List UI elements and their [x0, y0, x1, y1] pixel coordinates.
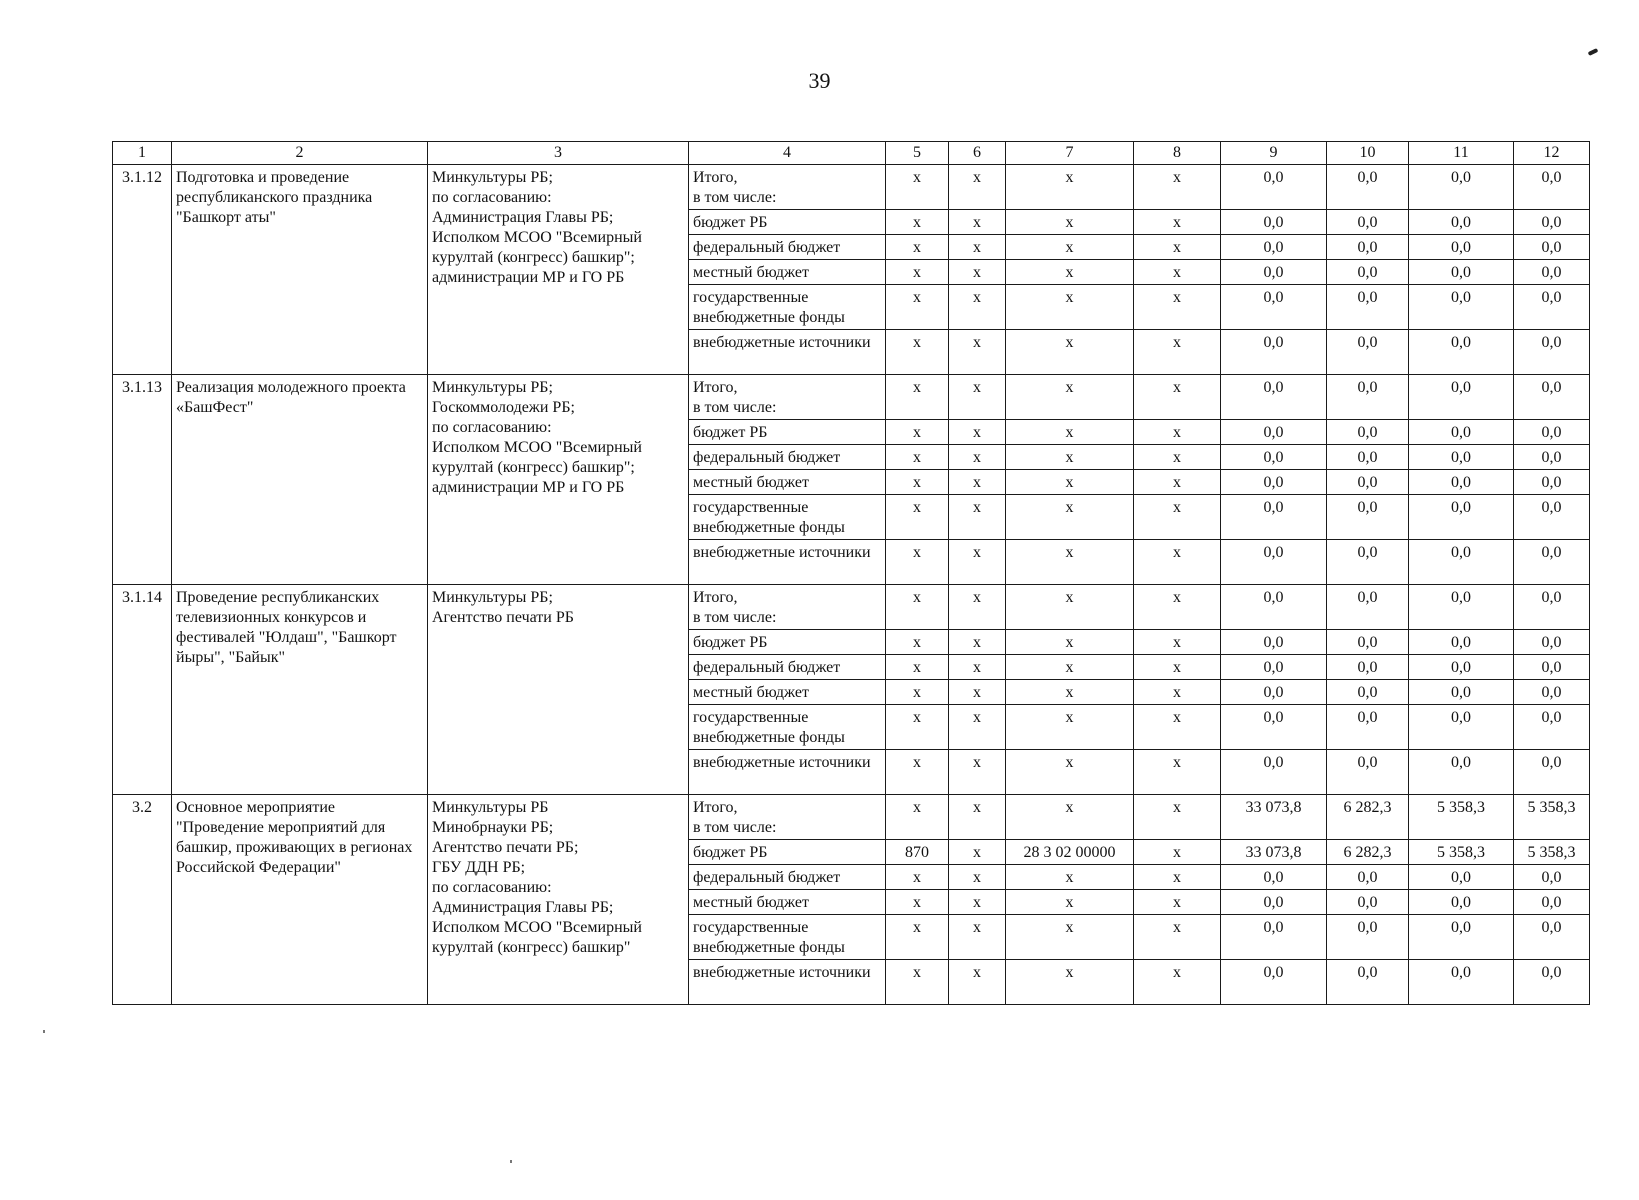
value-cell: 5 358,3 [1409, 795, 1514, 840]
value-cell: х [1134, 420, 1221, 445]
value-cell: 0,0 [1409, 630, 1514, 655]
value-cell: 0,0 [1221, 285, 1327, 330]
value-cell: х [1134, 915, 1221, 960]
value-cell: 0,0 [1409, 210, 1514, 235]
table-row [113, 165, 1590, 210]
funding-source: бюджет РБ [689, 210, 886, 235]
value-cell: 0,0 [1514, 705, 1590, 750]
funding-source: местный бюджет [689, 260, 886, 285]
value-cell: х [1134, 750, 1221, 795]
column-number: 8 [1134, 142, 1221, 165]
value-cell: х [1006, 375, 1134, 420]
funding-source: внебюджетные источники [689, 540, 886, 585]
item-executors: Минкультуры РБ Минобрнауки РБ; Агентство печати РБ; ГБУ ДДН РБ; по согласованию: Администрация Главы РБ; Исполком МСОО "Всемирный курултай (конгресс) башкир" [428, 795, 689, 1005]
scan-mark [1588, 48, 1599, 56]
value-cell: х [1134, 795, 1221, 840]
value-cell: 0,0 [1514, 865, 1590, 890]
value-cell: х [949, 890, 1006, 915]
value-cell: х [1134, 235, 1221, 260]
value-cell: 0,0 [1221, 585, 1327, 630]
value-cell: 0,0 [1221, 330, 1327, 375]
funding-source: бюджет РБ [689, 420, 886, 445]
value-cell: х [1134, 960, 1221, 1005]
value-cell: 0,0 [1221, 235, 1327, 260]
value-cell: х [1006, 330, 1134, 375]
column-number: 6 [949, 142, 1006, 165]
value-cell: 0,0 [1327, 655, 1409, 680]
value-cell: х [1134, 865, 1221, 890]
value-cell: х [886, 165, 949, 210]
value-cell: 870 [886, 840, 949, 865]
value-cell: 0,0 [1327, 445, 1409, 470]
value-cell: 0,0 [1409, 540, 1514, 585]
value-cell: 0,0 [1409, 960, 1514, 1005]
value-cell: х [949, 840, 1006, 865]
scan-speck [43, 1030, 45, 1033]
value-cell: х [949, 470, 1006, 495]
table-row [113, 585, 1590, 630]
table-row [113, 795, 1590, 840]
funding-source: внебюджетные источники [689, 750, 886, 795]
funding-source: государственные внебюджетные фонды [689, 915, 886, 960]
value-cell: х [886, 445, 949, 470]
value-cell: 0,0 [1514, 260, 1590, 285]
value-cell: х [949, 865, 1006, 890]
value-cell: 0,0 [1327, 865, 1409, 890]
value-cell: 0,0 [1221, 445, 1327, 470]
value-cell: х [1006, 890, 1134, 915]
column-number: 12 [1514, 142, 1590, 165]
value-cell: 0,0 [1409, 680, 1514, 705]
value-cell: 0,0 [1327, 915, 1409, 960]
value-cell: 0,0 [1409, 865, 1514, 890]
value-cell: х [886, 495, 949, 540]
value-cell: 0,0 [1409, 445, 1514, 470]
value-cell: х [1006, 915, 1134, 960]
value-cell: х [886, 540, 949, 585]
value-cell: 0,0 [1409, 330, 1514, 375]
item-name: Проведение республиканских телевизионных конкурсов и фестивалей "Юлдаш", "Башкорт йыры", "Байык" [172, 585, 428, 795]
value-cell: х [949, 330, 1006, 375]
funding-source: Итого, в том числе: [689, 375, 886, 420]
value-cell: х [1134, 585, 1221, 630]
funding-source: государственные внебюджетные фонды [689, 285, 886, 330]
value-cell: 0,0 [1514, 445, 1590, 470]
value-cell: х [1006, 285, 1134, 330]
funding-source: федеральный бюджет [689, 445, 886, 470]
value-cell: х [886, 705, 949, 750]
value-cell: х [1134, 260, 1221, 285]
value-cell: 0,0 [1514, 585, 1590, 630]
value-cell: х [886, 680, 949, 705]
item-number: 3.1.12 [113, 165, 172, 375]
value-cell: х [886, 330, 949, 375]
value-cell: х [1006, 795, 1134, 840]
funding-source: Итого, в том числе: [689, 795, 886, 840]
value-cell: 0,0 [1221, 630, 1327, 655]
value-cell: 6 282,3 [1327, 795, 1409, 840]
value-cell: 0,0 [1409, 375, 1514, 420]
item-executors: Минкультуры РБ; Агентство печати РБ [428, 585, 689, 795]
value-cell: 5 358,3 [1514, 840, 1590, 865]
value-cell: х [886, 655, 949, 680]
value-cell: 0,0 [1327, 680, 1409, 705]
value-cell: 6 282,3 [1327, 840, 1409, 865]
value-cell: 0,0 [1327, 960, 1409, 1005]
value-cell: х [1006, 495, 1134, 540]
table-row [113, 375, 1590, 420]
value-cell: 0,0 [1327, 890, 1409, 915]
value-cell: 0,0 [1514, 210, 1590, 235]
funding-source: государственные внебюджетные фонды [689, 495, 886, 540]
value-cell: 0,0 [1409, 495, 1514, 540]
item-number: 3.1.13 [113, 375, 172, 585]
value-cell: 0,0 [1514, 420, 1590, 445]
value-cell: 0,0 [1327, 375, 1409, 420]
value-cell: 0,0 [1409, 235, 1514, 260]
value-cell: 0,0 [1514, 915, 1590, 960]
value-cell: х [1006, 960, 1134, 1005]
funding-source: Итого, в том числе: [689, 585, 886, 630]
value-cell: 0,0 [1327, 330, 1409, 375]
value-cell: 0,0 [1221, 540, 1327, 585]
value-cell: 5 358,3 [1409, 840, 1514, 865]
value-cell: х [886, 260, 949, 285]
value-cell: х [1006, 235, 1134, 260]
value-cell: х [949, 630, 1006, 655]
value-cell: 0,0 [1514, 285, 1590, 330]
value-cell: 0,0 [1409, 890, 1514, 915]
value-cell: 0,0 [1409, 260, 1514, 285]
item-executors: Минкультуры РБ; Госкоммолодежи РБ; по согласованию: Исполком МСОО "Всемирный курултай (конгресс) башкир"; администрации МР и ГО РБ [428, 375, 689, 585]
value-cell: х [886, 915, 949, 960]
value-cell: 0,0 [1221, 420, 1327, 445]
value-cell: 0,0 [1514, 890, 1590, 915]
column-number: 10 [1327, 142, 1409, 165]
value-cell: х [1006, 540, 1134, 585]
funding-source: местный бюджет [689, 470, 886, 495]
value-cell: х [949, 445, 1006, 470]
value-cell: х [1006, 470, 1134, 495]
value-cell: 0,0 [1514, 680, 1590, 705]
value-cell: 0,0 [1409, 585, 1514, 630]
value-cell: 0,0 [1327, 420, 1409, 445]
value-cell: х [949, 260, 1006, 285]
value-cell: 0,0 [1327, 705, 1409, 750]
value-cell: 33 073,8 [1221, 795, 1327, 840]
value-cell: х [949, 795, 1006, 840]
column-number: 1 [113, 142, 172, 165]
value-cell: 0,0 [1514, 165, 1590, 210]
scan-speck [510, 1160, 512, 1163]
value-cell: х [886, 585, 949, 630]
item-executors: Минкультуры РБ; по согласованию: Администрация Главы РБ; Исполком МСОО "Всемирный курултай (конгресс) башкир"; администрации МР и ГО РБ [428, 165, 689, 375]
value-cell: 0,0 [1514, 235, 1590, 260]
value-cell: х [949, 285, 1006, 330]
value-cell: х [886, 470, 949, 495]
value-cell: х [886, 750, 949, 795]
value-cell: 0,0 [1409, 420, 1514, 445]
value-cell: х [949, 235, 1006, 260]
value-cell: х [1134, 840, 1221, 865]
value-cell: 0,0 [1514, 495, 1590, 540]
funding-source: федеральный бюджет [689, 865, 886, 890]
value-cell: 0,0 [1221, 680, 1327, 705]
value-cell: 0,0 [1221, 705, 1327, 750]
value-cell: х [1006, 585, 1134, 630]
value-cell: х [949, 495, 1006, 540]
value-cell: х [1134, 705, 1221, 750]
funding-source: бюджет РБ [689, 630, 886, 655]
value-cell: х [886, 865, 949, 890]
item-number: 3.1.14 [113, 585, 172, 795]
item-name: Подготовка и проведение республиканского праздника "Башкорт аты" [172, 165, 428, 375]
value-cell: х [949, 960, 1006, 1005]
value-cell: 0,0 [1514, 750, 1590, 795]
value-cell: х [886, 795, 949, 840]
value-cell: 0,0 [1327, 260, 1409, 285]
value-cell: 0,0 [1409, 165, 1514, 210]
value-cell: 0,0 [1221, 865, 1327, 890]
value-cell: х [1006, 420, 1134, 445]
value-cell: х [1006, 445, 1134, 470]
value-cell: х [1006, 630, 1134, 655]
value-cell: х [886, 235, 949, 260]
value-cell: 0,0 [1221, 260, 1327, 285]
value-cell: х [949, 210, 1006, 235]
value-cell: 0,0 [1221, 165, 1327, 210]
value-cell: х [1134, 470, 1221, 495]
value-cell: 0,0 [1221, 655, 1327, 680]
column-number-row [113, 142, 1590, 165]
value-cell: 0,0 [1327, 165, 1409, 210]
column-number: 4 [689, 142, 886, 165]
value-cell: 0,0 [1327, 750, 1409, 795]
value-cell: х [949, 420, 1006, 445]
item-number: 3.2 [113, 795, 172, 1005]
program-table [112, 141, 1590, 1005]
value-cell: 0,0 [1514, 470, 1590, 495]
value-cell: х [1134, 210, 1221, 235]
table-body [113, 142, 1590, 1005]
value-cell: 0,0 [1409, 655, 1514, 680]
value-cell: х [886, 420, 949, 445]
funding-source: Итого, в том числе: [689, 165, 886, 210]
value-cell: 0,0 [1514, 960, 1590, 1005]
value-cell: х [1134, 330, 1221, 375]
value-cell: 0,0 [1327, 285, 1409, 330]
column-number: 7 [1006, 142, 1134, 165]
value-cell: 28 3 02 00000 [1006, 840, 1134, 865]
value-cell: х [1134, 165, 1221, 210]
value-cell: х [1006, 210, 1134, 235]
value-cell: х [1006, 260, 1134, 285]
value-cell: 0,0 [1514, 655, 1590, 680]
value-cell: 0,0 [1221, 750, 1327, 795]
value-cell: 0,0 [1221, 470, 1327, 495]
item-name: Реализация молодежного проекта «БашФест" [172, 375, 428, 585]
value-cell: 0,0 [1327, 235, 1409, 260]
value-cell: 0,0 [1327, 585, 1409, 630]
column-number: 3 [428, 142, 689, 165]
value-cell: х [886, 210, 949, 235]
value-cell: х [1134, 540, 1221, 585]
value-cell: 5 358,3 [1514, 795, 1590, 840]
value-cell: 0,0 [1327, 630, 1409, 655]
item-name: Основное мероприятие "Проведение мероприятий для башкир, проживающих в регионах Российской Федерации" [172, 795, 428, 1005]
funding-source: внебюджетные источники [689, 330, 886, 375]
value-cell: 0,0 [1409, 750, 1514, 795]
value-cell: 0,0 [1221, 890, 1327, 915]
value-cell: 0,0 [1327, 210, 1409, 235]
value-cell: х [949, 750, 1006, 795]
value-cell: х [1006, 750, 1134, 795]
value-cell: х [1134, 890, 1221, 915]
value-cell: х [949, 585, 1006, 630]
value-cell: х [1134, 495, 1221, 540]
funding-source: федеральный бюджет [689, 655, 886, 680]
value-cell: 0,0 [1514, 330, 1590, 375]
funding-source: бюджет РБ [689, 840, 886, 865]
value-cell: х [949, 655, 1006, 680]
value-cell: 0,0 [1221, 495, 1327, 540]
value-cell: х [949, 165, 1006, 210]
value-cell: х [949, 375, 1006, 420]
column-number: 5 [886, 142, 949, 165]
value-cell: х [949, 680, 1006, 705]
value-cell: х [949, 915, 1006, 960]
value-cell: 0,0 [1221, 210, 1327, 235]
value-cell: х [1134, 655, 1221, 680]
value-cell: 0,0 [1221, 375, 1327, 420]
value-cell: х [1006, 680, 1134, 705]
value-cell: х [886, 630, 949, 655]
value-cell: х [886, 890, 949, 915]
value-cell: х [1134, 680, 1221, 705]
value-cell: 0,0 [1327, 540, 1409, 585]
value-cell: х [1134, 445, 1221, 470]
value-cell: х [1006, 165, 1134, 210]
value-cell: х [886, 285, 949, 330]
value-cell: 0,0 [1221, 915, 1327, 960]
value-cell: х [1134, 285, 1221, 330]
value-cell: 0,0 [1221, 960, 1327, 1005]
value-cell: 33 073,8 [1221, 840, 1327, 865]
column-number: 2 [172, 142, 428, 165]
value-cell: х [886, 960, 949, 1005]
value-cell: х [1006, 705, 1134, 750]
value-cell: 0,0 [1514, 540, 1590, 585]
column-number: 9 [1221, 142, 1327, 165]
value-cell: 0,0 [1514, 375, 1590, 420]
funding-source: внебюджетные источники [689, 960, 886, 1005]
funding-source: местный бюджет [689, 890, 886, 915]
value-cell: 0,0 [1327, 470, 1409, 495]
value-cell: х [1134, 375, 1221, 420]
value-cell: 0,0 [1514, 630, 1590, 655]
value-cell: х [886, 375, 949, 420]
value-cell: х [949, 705, 1006, 750]
page-number: 39 [808, 68, 831, 93]
value-cell: 0,0 [1409, 470, 1514, 495]
value-cell: х [1006, 655, 1134, 680]
funding-source: местный бюджет [689, 680, 886, 705]
value-cell: 0,0 [1409, 705, 1514, 750]
funding-source: федеральный бюджет [689, 235, 886, 260]
value-cell: х [949, 540, 1006, 585]
value-cell: 0,0 [1409, 915, 1514, 960]
value-cell: 0,0 [1409, 285, 1514, 330]
value-cell: х [1006, 865, 1134, 890]
value-cell: х [1134, 630, 1221, 655]
funding-source: государственные внебюджетные фонды [689, 705, 886, 750]
column-number: 11 [1409, 142, 1514, 165]
value-cell: 0,0 [1327, 495, 1409, 540]
